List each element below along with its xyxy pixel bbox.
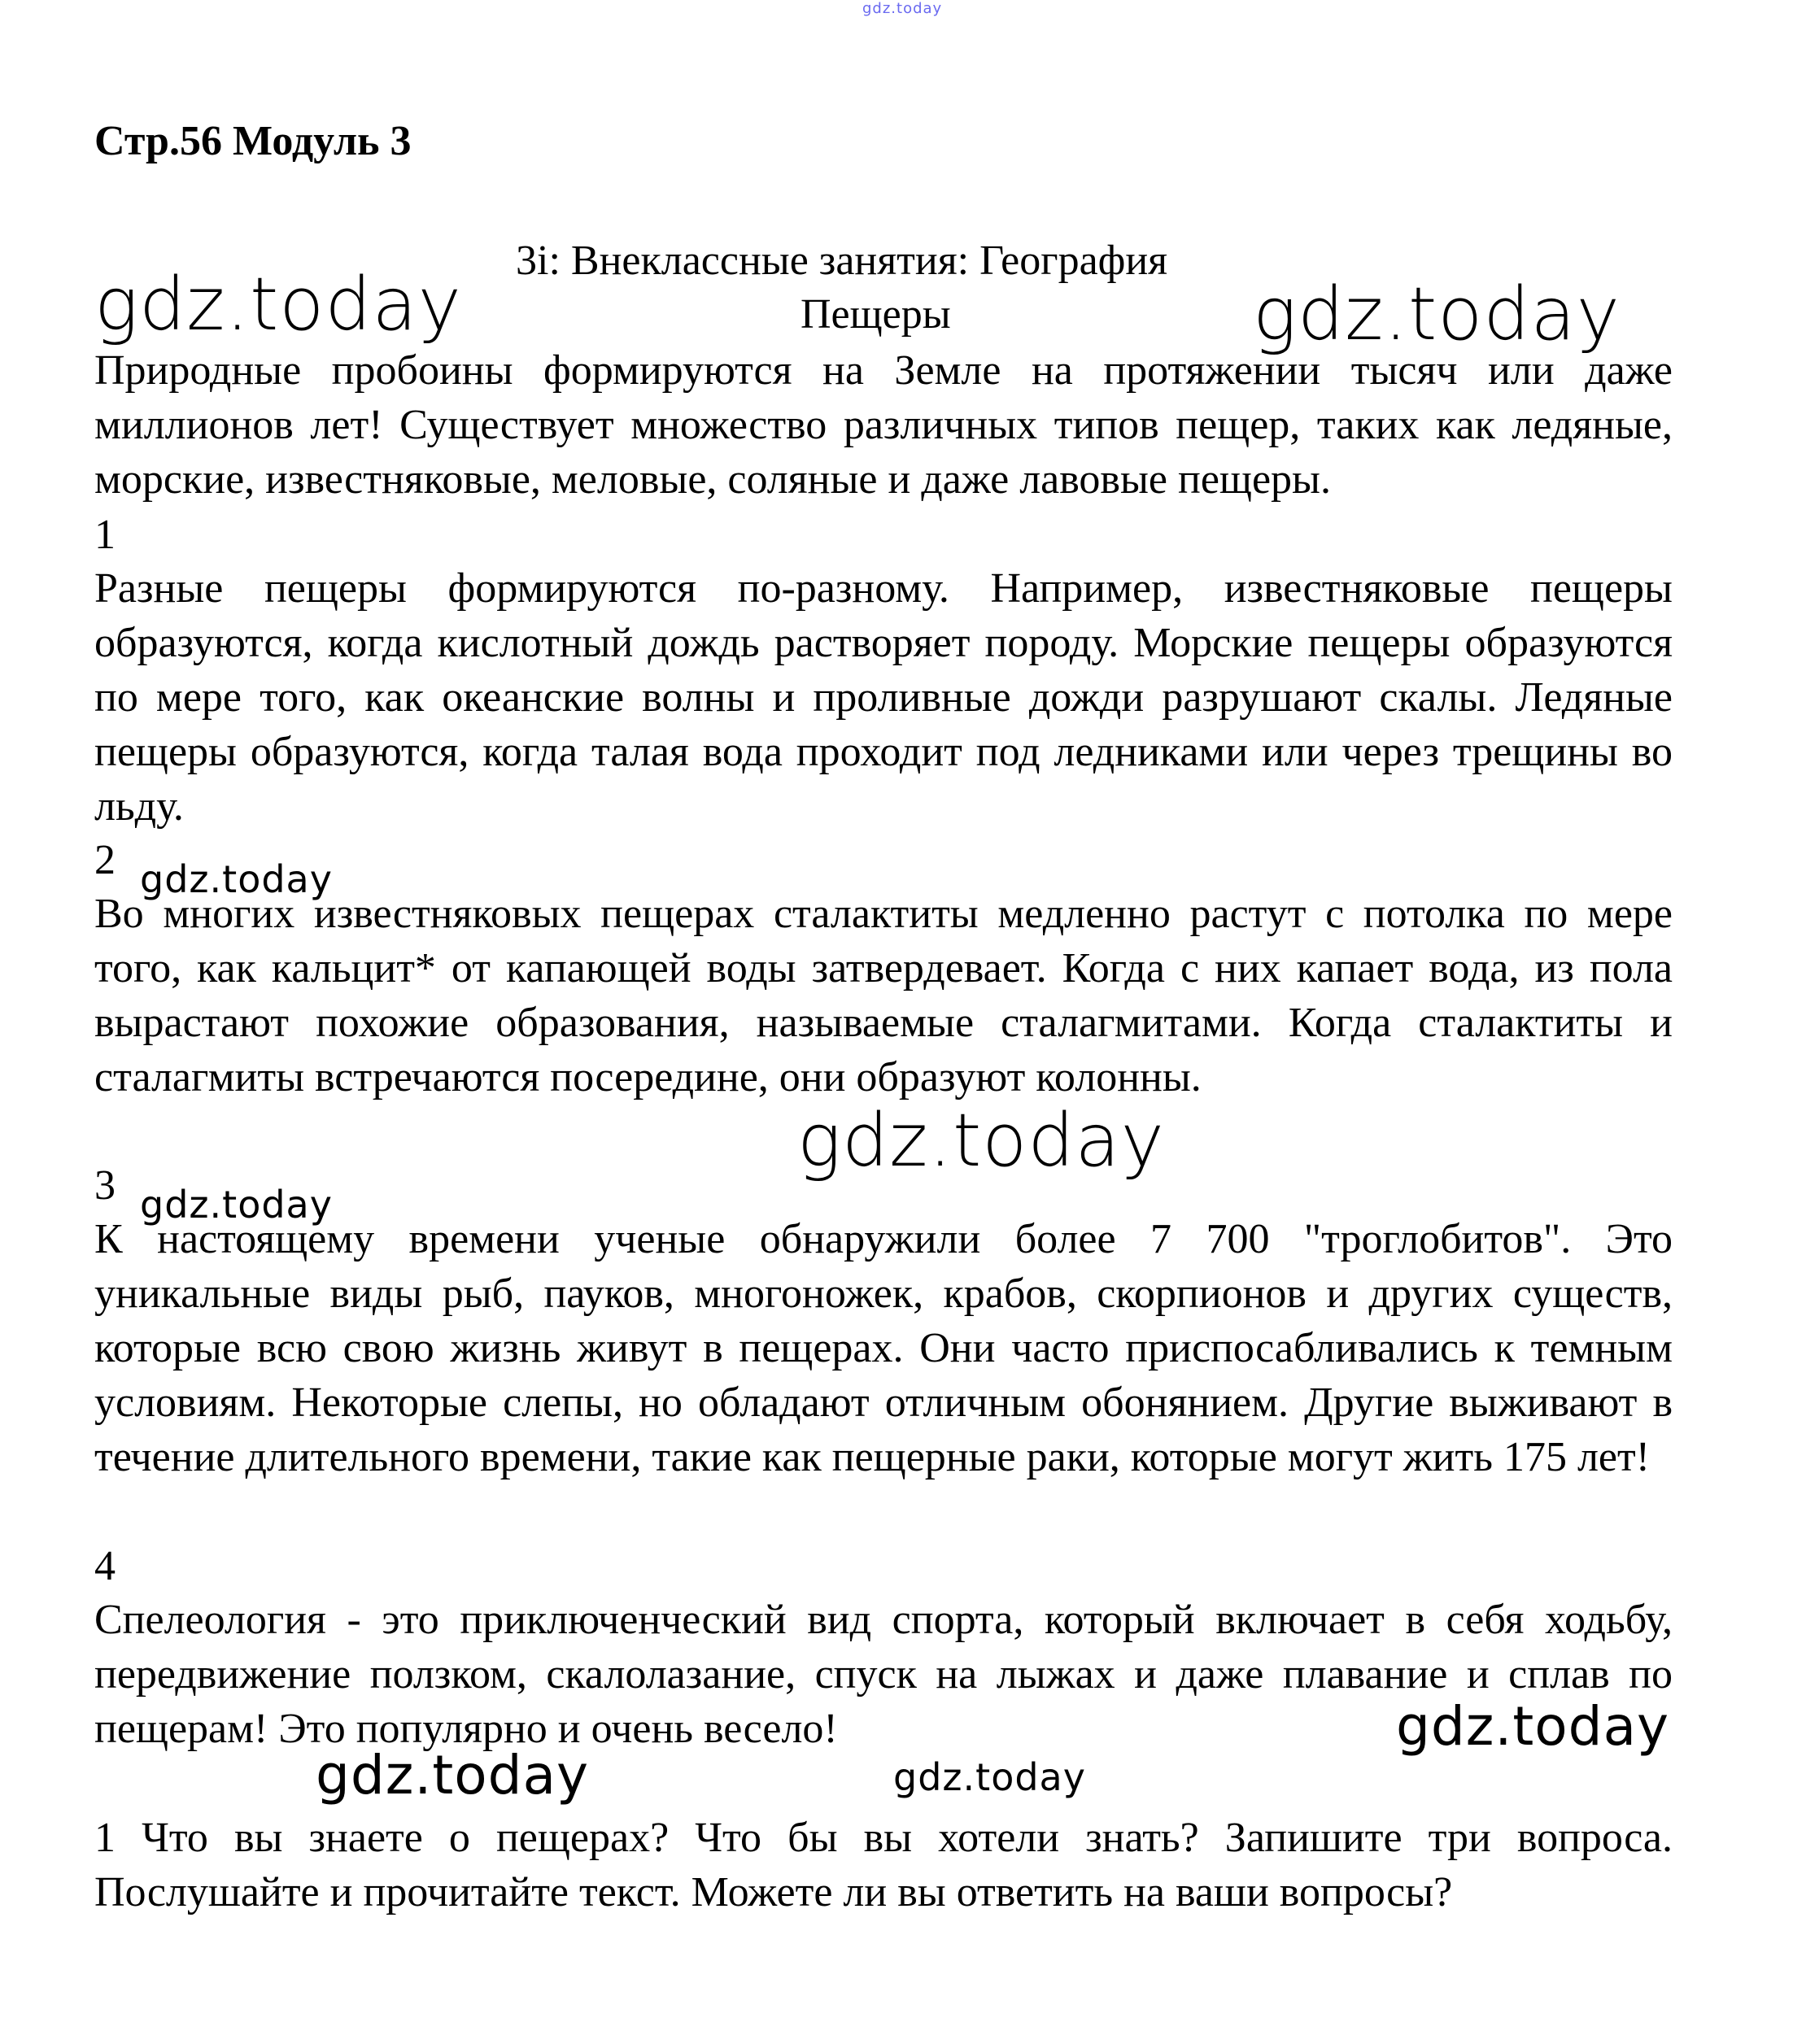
paragraph-number: 2 (94, 837, 116, 883)
watermark: gdz.today (316, 1744, 590, 1806)
watermark: gdz.today (94, 262, 462, 347)
watermark: gdz.today (140, 1183, 333, 1227)
topic-title: Пещеры (801, 291, 951, 338)
watermark-top: gdz.today (862, 0, 943, 17)
paragraph-number: 4 (94, 1543, 116, 1589)
watermark: gdz.today (1253, 272, 1621, 357)
paragraph-number: 1 (94, 512, 116, 558)
watermark: gdz.today (893, 1755, 1086, 1799)
paragraph-2: Во многих известняковых пещерах сталактиты медленно растут с потолка по мере того, как кальцит* от капающей воды затвердевает. Когда с них капает вода, из пола вырастают похожие образования, называемые сталагмитами. Когда сталактиты и сталагмиты встречаются посередине, они образуют колонны. (94, 891, 1673, 1100)
page-title: Стр.56 Модуль 3 (94, 118, 412, 164)
watermark: gdz.today (1396, 1695, 1670, 1758)
paragraph-1: Разные пещеры формируются по-разному. Например, известняковые пещеры образуются, когда кислотный дождь растворяет породу. Морские пещеры образуются по мере того, как океанские волны и проливные дожди разрушают скалы. Ледяные пещеры образуются, когда талая вода проходит под ледниками или через трещины во льду. (94, 565, 1673, 830)
section-title: 3i: Внеклассные занятия: География (516, 238, 1168, 284)
paragraph-number: 3 (94, 1162, 116, 1209)
paragraph-3: К настоящему времени ученые обнаружили более 7 700 "троглобитов". Это уникальные виды рыб, пауков, многоножек, крабов, скорпионов и других существ, которые всю свою жизнь живут в пещерах. Они часто приспосабливались к темным условиям. Некоторые слепы, но обладают отличным обонянием. Другие выживают в течение длительного времени, такие как пещерные раки, которые могут жить 175 лет! (94, 1216, 1673, 1480)
watermark: gdz.today (140, 857, 333, 901)
paragraph-4: Спелеология - это приключенческий вид спорта, который включает в себя ходьбу, передвижение ползком, скалолазание, спуск на лыжах и даже плавание и сплав по пещерам! Это популярно и очень весело! (94, 1597, 1673, 1752)
task-instruction: 1 Что вы знаете о пещерах? Что бы вы хотели знать? Запишите три вопроса. Послушайте и прочитайте текст. Можете ли вы ответить на ваши вопросы? (94, 1815, 1673, 1915)
paragraph-intro: Природные пробоины формируются на Земле на протяжении тысяч или даже миллионов лет! Существует множество различных типов пещер, таких как ледяные, морские, известняковые, меловые, соляные и даже лавовые пещеры. (94, 347, 1673, 503)
watermark: gdz.today (797, 1098, 1165, 1183)
